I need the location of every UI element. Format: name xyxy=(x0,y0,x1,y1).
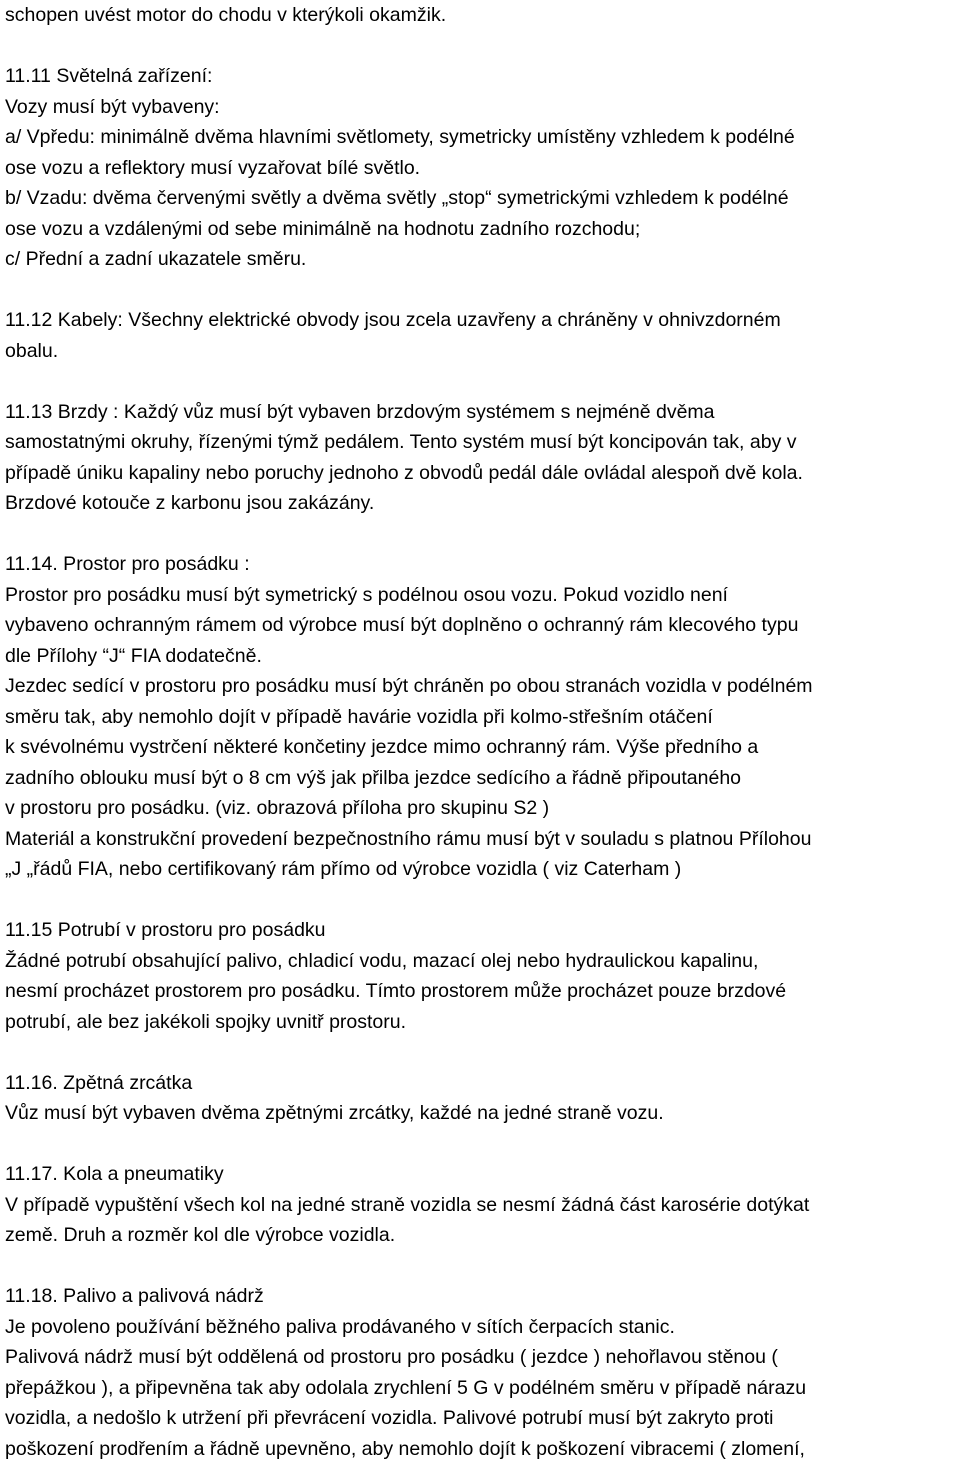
paragraph-gap xyxy=(5,366,960,397)
section-heading: 11.17. Kola a pneumatiky xyxy=(5,1163,224,1185)
text-line: dle Přílohy “J“ FIA dodatečně. xyxy=(5,644,262,667)
text-line: zadního oblouku musí být o 8 cm výš jak přilba jezdce sedícího a řádně připoutaného xyxy=(5,766,742,789)
text-line: b/ Vzadu: dvěma červenými světly a dvěma světly „stop“ symetrickými vzhledem k podélné xyxy=(5,187,789,209)
text-line: c/ Přední a zadní ukazatele směru. xyxy=(5,248,307,270)
text-line: v prostoru pro posádku. (viz. obrazová příloha pro skupinu S2 ) xyxy=(5,797,550,819)
text-line: Palivová nádrž musí být oddělená od prostoru pro posádku ( jezdce ) nehořlavou stěnou ( xyxy=(5,1346,778,1368)
section-11-13-brakes xyxy=(5,397,960,519)
paragraph-gap xyxy=(5,1037,960,1068)
section-11-12-cables xyxy=(5,305,960,366)
section-heading: 11.18. Palivo a palivová nádrž xyxy=(5,1285,264,1307)
text-line: Materiál a konstrukční provedení bezpečnostního rámu musí být v souladu s platnou Přílohou xyxy=(5,827,812,850)
section-heading: 11.13 Brzdy : Každý vůz musí být vybaven brzdovým systémem s nejméně dvěma xyxy=(5,400,715,423)
text-line: přepážkou ), a připevněna tak aby odolala zrychlení 5 G v podélném směru v případě nárazu xyxy=(5,1376,807,1399)
text-line: samostatnými okruhy, řízenými týmž pedálem. Tento systém musí být koncipován tak, aby v xyxy=(5,431,797,453)
section-11-16-mirrors xyxy=(5,1068,960,1129)
text-line: Vůz musí být vybaven dvěma zpětnými zrcátky, každé na jedné straně vozu. xyxy=(5,1102,664,1124)
section-11-14-crew-space xyxy=(5,549,960,885)
text-line: Žádné potrubí obsahující palivo, chladicí vodu, mazací olej nebo hydraulickou kapalinu, xyxy=(5,949,759,972)
text-line: ose vozu a vzdálenými od sebe minimálně na hodnotu zadního rozchodu; xyxy=(5,217,641,240)
section-11-15-piping xyxy=(5,915,960,1037)
text-line: Brzdové kotouče z karbonu jsou zakázány. xyxy=(5,492,375,514)
paragraph-gap xyxy=(5,1129,960,1160)
section-heading: 11.11 Světelná zařízení: xyxy=(5,65,213,87)
text-line: k svévolnému vystrčení některé končetiny jezdce mimo ochranný rám. Výše předního a xyxy=(5,736,759,758)
text-line: V případě vypuštění všech kol na jedné straně vozidla se nesmí žádná část karosérie dotýkat xyxy=(5,1193,810,1216)
section-heading: 11.16. Zpětná zrcátka xyxy=(5,1071,193,1094)
section-heading: 11.12 Kabely: Všechny elektrické obvody jsou zcela uzavřeny a chráněny v ohnivzdorném xyxy=(5,309,781,331)
paragraph-gap xyxy=(5,31,960,62)
text-line: poškození prodřením a řádně upevněno, aby nemohlo dojít k poškození vibracemi ( zlomení, xyxy=(5,1437,805,1460)
text-line: případě úniku kapaliny nebo poruchy jednoho z obvodů pedál dále ovládal alespoň dvě kola. xyxy=(5,461,803,484)
text-line: schopen uvést motor do chodu v kterýkoli okamžik. xyxy=(5,4,447,26)
paragraph-gap xyxy=(5,885,960,916)
text-line: Je povoleno používání běžného paliva prodávaného v sítích čerpacích stanic. xyxy=(5,1315,675,1338)
document-page xyxy=(5,0,960,1464)
text-line: potrubí, ale bez jakékoli spojky uvnitř prostoru. xyxy=(5,1010,407,1033)
text-line: Prostor pro posádku musí být symetrický s podélnou osou vozu. Pokud vozidlo není xyxy=(5,583,728,606)
section-heading: 11.14. Prostor pro posádku : xyxy=(5,553,250,575)
section-intro xyxy=(5,0,960,31)
text-line: Jezdec sedící v prostoru pro posádku musí být chráněn po obou stranách vozidla v podélném xyxy=(5,675,813,697)
text-line: země. Druh a rozměr kol dle výrobce vozidla. xyxy=(5,1224,396,1246)
text-line: obalu. xyxy=(5,339,59,362)
text-line: a/ Vpředu: minimálně dvěma hlavními světlomety, symetricky umístěny vzhledem k podélné xyxy=(5,126,795,148)
text-line: vozidla, a nedošlo k utržení při převrácení vozidla. Palivové potrubí musí být zakryto proti xyxy=(5,1407,774,1429)
section-11-11-lighting xyxy=(5,61,960,275)
section-heading: 11.15 Potrubí v prostoru pro posádku xyxy=(5,919,326,941)
text-line: vybaveno ochranným rámem od výrobce musí být doplněno o ochranný rám klecového typu xyxy=(5,614,799,636)
text-line: nesmí procházet prostorem pro posádku. Tímto prostorem může procházet pouze brzdové xyxy=(5,980,787,1002)
text-line: směru tak, aby nemohlo dojít v případě havárie vozidla při kolmo-střešním otáčení xyxy=(5,705,713,728)
text-line: ose vozu a reflektory musí vyzařovat bílé světlo. xyxy=(5,156,421,179)
section-11-17-wheels xyxy=(5,1159,960,1251)
paragraph-gap xyxy=(5,1251,960,1282)
text-line: „J „řádů FIA, nebo certifikovaný rám přímo od výrobce vozidla ( viz Caterham ) xyxy=(5,858,682,880)
paragraph-gap xyxy=(5,519,960,550)
text-line: Vozy musí být vybaveny: xyxy=(5,95,220,118)
section-11-18-fuel xyxy=(5,1281,960,1464)
paragraph-gap xyxy=(5,275,960,306)
